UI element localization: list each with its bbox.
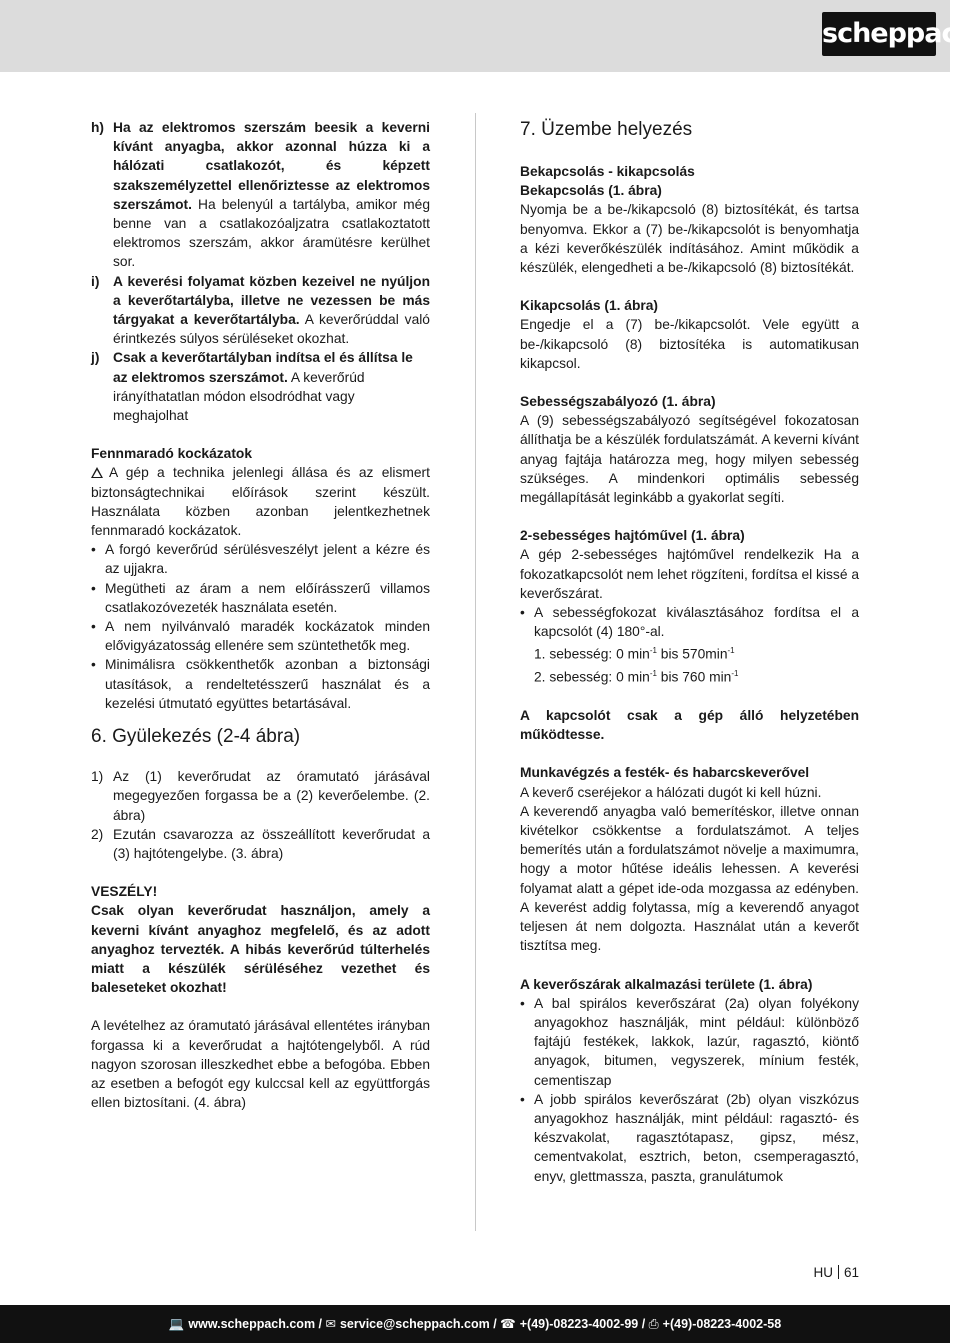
page-number: HU 61: [813, 1265, 859, 1280]
off-text: Engedje el a (7) be-/kikapcsolót. Vele együtt a be-/kikapcsoló (8) biztosítéka is automatikusan kikapcsol.: [520, 317, 859, 371]
column-divider: [475, 113, 476, 1231]
email-link[interactable]: service@scheppach.com: [339, 1317, 490, 1331]
speed-text: A (9) sebességszabályozó segítségével fokozatosan állíthatja be a készülék fordulatszámát. A keverni kívánt anyag fajtája határozza meg, hogy milyen sebesség szükséges. A mindenkori optimális sebesség megállapítását leginkább a gyakorlat segíti.: [520, 413, 859, 506]
danger-title: VESZÉLY!: [91, 884, 158, 900]
assembly-step: 1) Az (1) keverőrudat az óramutató járásával megegyezően forgassa be a (2) keverőelembe. (2. ábra): [91, 769, 430, 823]
phone-icon: ☎: [500, 1317, 516, 1331]
list-item: • Minimálisra csökkenthetők azonban a biztonsági utasítások, a rendeltetésszerű használat és a kezelési útmutató együttes betartásával.: [91, 657, 430, 711]
safety-item-i: i) A keverési folyamat közben kezeivel ne nyúljon a keverőtartályba, illetve ne vezessen be más tárgyakat a keverőtartályba. A keverőrúddal való érintkezés súlyos sérüléseket okozhat.: [91, 273, 430, 347]
website-link[interactable]: www.scheppach.com: [188, 1317, 316, 1331]
danger-text: Csak olyan keverőrudat használjon, amely a keverni kívánt anyaghoz megfelelő, és az adott anyaghoz tervezték. A hibás keverőrúd túlterhelés miatt a készülék sérüléséhez vezethet és baleseteket okozhat!: [91, 903, 430, 996]
fax-icon: ⎙: [648, 1317, 659, 1331]
brand-logo: scheppach: [822, 12, 936, 56]
safety-item-j: j) Csak a keverőtartályban indítsa el és állítsa le az elektromos szerszámot. A keverőrúd irányíthatatlan módon elsodródhat vagy meghajolhat: [91, 350, 413, 424]
work-title: Munkavégzés a festék- és habarcskeverővel: [520, 765, 810, 781]
list-item: • Megütheti az áram a nem előírásszerű villamos csatlakozóvezeték használata esetén.: [91, 580, 430, 615]
list-item: • A jobb spirálos keverőszárat (2b) olyan viszkózus anyagokhoz használják, mint például: ragasztó- és készvakolat, ragasztótapasz, gipsz, mész, cementvakolat, esztrich, beton, csemperagasztó, enyv, glettmassza, paszta, granulátumok: [520, 1091, 859, 1184]
header-bar: [0, 0, 975, 72]
work-text-2: A keverendő anyagba való bemerítéskor, illetve onnan kivételkor csökkentse a fordulatszámot. A teljes bemerítés után a fordulatszámot növelje a maximumra, hogy a motor hűtése ideális lehessen. A keverési folyamat alatt a gépet ide-oda mozgassa az edényben. A keverést addig folytassa, míg a keverendő anyagot teljesen át nem dolgozta. Használat után a keverőt tisztítsa meg.: [520, 803, 859, 954]
list-item: • A bal spirálos keverőszárat (2a) olyan folyékony anyagokhoz használják, mint például: különböző fajtájú festékek, lakkok, lazúr, ragasztó, kiöntő anyagok, bitumen, vegyszerek, mínium festék, cementiszap: [520, 995, 859, 1088]
assembly-step: 2) Ezután csavarozza az összeállított keverőrudat a (3) hajtótengelybe. (3. ábra): [91, 826, 430, 861]
left-column: [91, 118, 430, 1112]
phone-number: +(49)-08223-4002-99: [519, 1317, 639, 1331]
speed-title: Sebességszabályozó (1. ábra): [520, 394, 716, 410]
list-item: • A nem nyilvánvaló maradék kockázatok minden elővigyázatosság ellenére sem szüntethetők meg.: [91, 619, 430, 654]
speed-2: 2. sebesség: 0 $\min^{-1}$ bis 760 $\min^{-1}$: [534, 669, 739, 685]
on-text: Nyomja be a be-/kikapcsoló (8) biztosítékát, és tartsa benyomva. Ekkor a (7) be-/kikapcsolót is benyomhatja a kézi keverőkészülék indításához. Amint működik a készülék, elengedheti a be-/kikapcsoló (8) biztosítékát.: [520, 202, 859, 276]
list-item: • A sebességfokozat kiválasztásához fordítsa el a kapcsolót (4) 180°-al.: [520, 605, 859, 640]
gear-title: 2-sebességes hajtóművel (1. ábra): [520, 528, 745, 544]
work-text-1: A keverő cseréjekor a hálózati dugót ki kell húzni.: [520, 784, 822, 800]
residual-risks-intro: A gép a technika jelenlegi állása és az elismert biztonságtechnikai előírások szerint készült. Használata közben azonban jelentkezhetnek fennmaradó kockázatok.: [91, 465, 430, 539]
warning-triangle-icon: [91, 467, 103, 478]
speed-1: 1. sebesség: 0 $\min^{-1}$ bis $570\min^{-1}$: [534, 646, 735, 663]
application-title: A keverőszárak alkalmazási területe (1. ábra): [520, 976, 813, 992]
on-title: Bekapcsolás (1. ábra): [520, 183, 662, 199]
onoff-title: Bekapcsolás - kikapcsolás: [520, 164, 695, 179]
right-column: [520, 118, 859, 1186]
safety-item-h: h) Ha az elektromos szerszám beesik a keverni kívánt anyagba, akkor azonnal húzza ki a hálózati csatlakozót, és képzett szakszemélyzettel ellenőriztesse az elektromos szerszámot. Ha belenyúl a tartályba, amikor még benne van a csatlakozóaljzatra csatlakoztatott elektromos szerszám, akkor áramütésre kerülhet sor.: [91, 120, 430, 270]
email-icon: ✉: [325, 1317, 336, 1331]
computer-icon: 💻: [168, 1317, 185, 1331]
section-7-title: 7. Üzembe helyezés: [520, 119, 693, 140]
residual-risks-title: Fennmaradó kockázatok: [91, 446, 253, 462]
footer-bar: 💻 www.scheppach.com / ✉ service@scheppach.com / ☎ +(49)-08223-4002-99 / ⎙ +(49)-08223-4002-58: [0, 1305, 950, 1343]
gear-text: A gép 2-sebességes hajtóművel rendelkezik Ha a fokozatkapcsolót nem lehet rögzíteni, fordítsa el kissé a keverőszárat.: [520, 547, 859, 601]
off-title: Kikapcsolás (1. ábra): [520, 298, 659, 314]
list-item: • A forgó keverőrúd sérülésveszélyt jelent a kézre és az ujjakra.: [91, 542, 430, 577]
fax-number: +(49)-08223-4002-58: [662, 1317, 782, 1331]
switch-note: A kapcsolót csak a gép álló helyzetében működtesse.: [520, 708, 859, 743]
removal-text: A levételhez az óramutató járásával ellentétes irányban forgassa ki a keverőrudat a hajtótengelyből. A rúd nagyon szorosan illeszkedhet ebbe a befogóba. Ebben az esetben a befogót egy kulccsal kell az együttforgás ellen biztosítani. (4. ábra): [91, 1018, 430, 1111]
section-6-title: 6. Gyülekezés (2-4 ábra): [91, 726, 301, 748]
